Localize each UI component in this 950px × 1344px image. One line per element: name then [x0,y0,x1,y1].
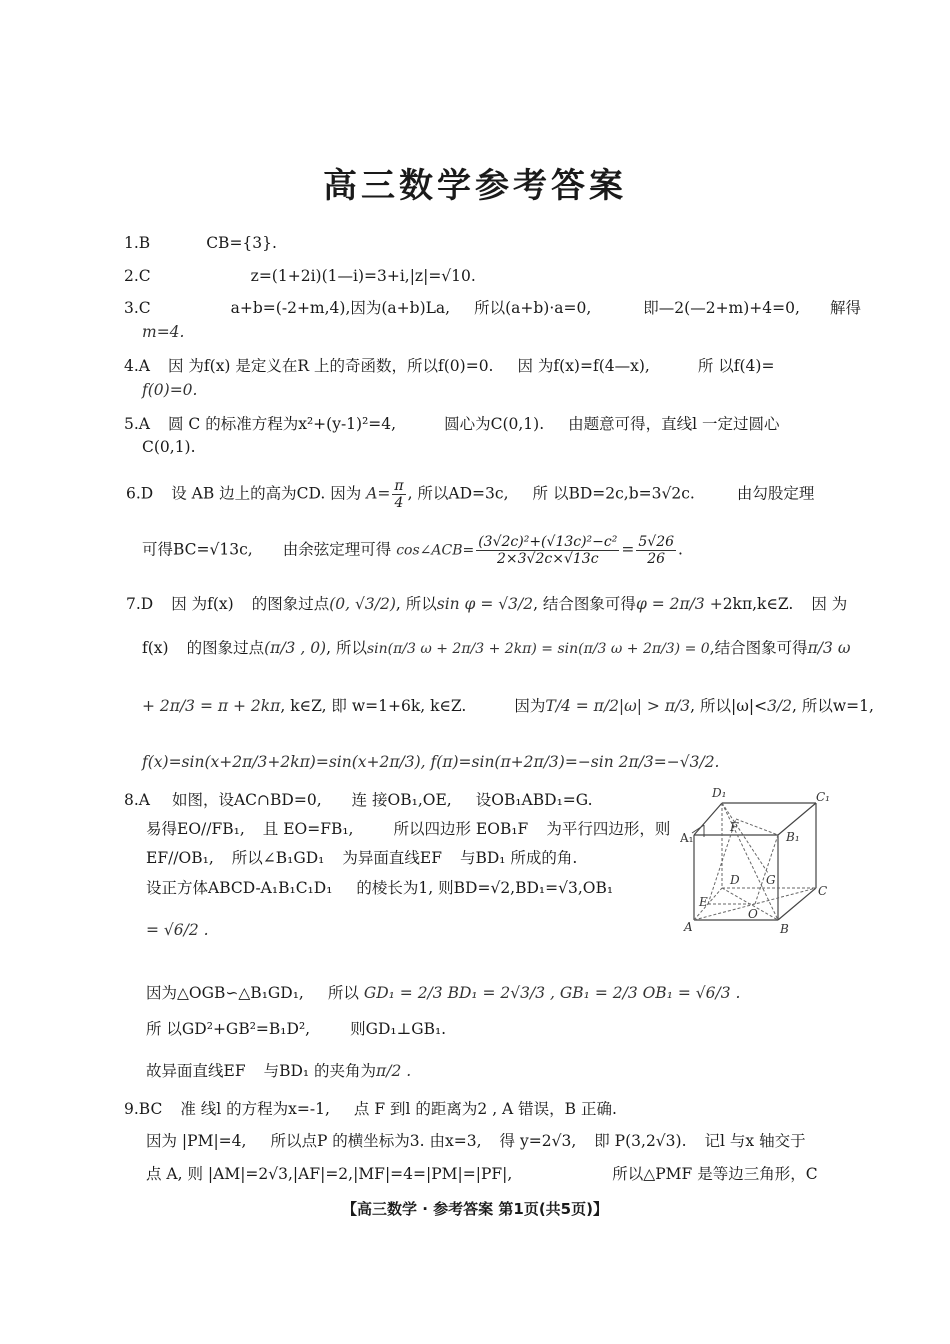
answer-9-part-h: 点 A, 则 |AM|=2√3,|AF|=2,|MF|=4=|PM|=|PF|, [146,1165,513,1183]
answer-9-num: 9.BC [124,1100,163,1118]
answer-7-math-d: φ = 2π/3 + [635,595,723,613]
answer-7 [126,594,847,614]
page-title: 高三数学参考答案 [323,166,627,206]
answer-2-num: 2.C [124,267,151,285]
answer-3 [124,298,861,318]
cube-figure [680,785,830,935]
answer-8-part-h: EF//OB₁, [146,849,214,867]
answer-7-part-l: 因为 [514,697,546,715]
answer-9-line2 [146,1131,806,1151]
answer-6-num: 6.D [126,484,154,503]
answer-7-math-h: (π/3 , 0) [264,639,327,657]
answer-4-part-b: 因 为f(x)=f(4—x), [517,357,650,375]
answer-7-math-k: + 2π/3 = π + 2kπ [142,697,281,715]
label-d: D [730,873,740,887]
label-c: C [818,884,828,898]
answer-8-part-d: 易得EO//FB₁, [146,820,245,838]
answer-5-cont [142,437,196,457]
answer-8-part-e: 且 EO=FB₁, [262,820,354,838]
answer-8-num: 8.A [124,791,150,809]
answer-7-math-b: (0, √3/2) [329,595,396,613]
answer-7-part-j: ,结合图象可得 [709,639,808,657]
answer-1-text: CB={3}. [206,234,277,252]
answer-7-line2 [142,638,850,659]
label-b: B [780,922,789,935]
answer-8-math-p: GD₁ = 2/3 BD₁ = 2√3/3 , GB₁ = 2/3 OB₁ = √6/3 . [363,984,741,1002]
answer-9-part-g: 记l 与x 轴交于 [704,1132,806,1150]
answer-9-part-a: 准 线l 的方程为x=-1, [180,1100,330,1118]
answer-3-part-b: 所以(a+b)·a=0, [474,299,592,317]
answer-3-part-d: 解得 [829,299,861,317]
answer-8-part-p: 所以 [327,984,359,1002]
answer-7-part-f: 因 为 [811,595,848,613]
answer-7-line4 [142,752,719,772]
answer-8-part-f: 所以四边形 EOB₁F [393,820,529,838]
answer-9-line3 [146,1164,818,1184]
answer-7-line3 [142,696,874,716]
answer-7-part-k: , k∈Z, 即 w=1+6k, k∈Z. [280,697,467,715]
answer-6-frac-a [392,478,405,511]
frac-denominator: 26 [647,551,666,567]
answer-6-math-a: A= [366,484,391,503]
answer-9-part-i: 所以△PMF 是等边三角形，C [612,1165,818,1183]
answer-4-cont [142,380,197,400]
answer-7-math-l: T/4 = π/2|ω| > π/3 [545,697,691,715]
answer-8-part-i: 所以∠B₁GD₁ [231,849,325,867]
answer-7-part-d: , 结合图象可得 [533,595,636,613]
answer-7-part-e: 2kπ,k∈Z. [722,595,794,613]
label-a1: A₁ [680,831,694,845]
answer-6-part-e: 可得BC=√13c, [142,540,253,559]
answer-8-part-l: 设正方体ABCD-A₁B₁C₁D₁ [146,879,333,897]
answer-8-part-t: 与BD₁ 的夹角为 [263,1062,377,1080]
answer-8-part-m: 的棱长为1, 则BD=√2,BD₁=√3,OB₁ [356,879,614,897]
answer-5-part-b: 圆心为C(0,1). [444,415,545,433]
label-d1: D₁ [712,786,727,800]
answer-8-math-n: = √6/2 . [146,921,209,939]
answer-8-line7 [146,1019,446,1039]
answer-8-part-a: 如图，设AC∩BD=0, [171,791,322,809]
answer-9 [124,1099,617,1119]
label-b1: B₁ [786,830,800,844]
frac-denominator: 4 [394,495,404,511]
answer-2 [124,266,476,286]
answer-9-part-d: 所以点P 的横坐标为3. 由x=3, [270,1132,482,1150]
answer-5-num: 5.A [124,415,150,433]
answer-1 [124,233,277,253]
answer-6-frac-g [476,534,619,567]
answer-1-num: 1.B [124,234,151,252]
label-a: A [684,920,693,934]
answer-8 [124,790,593,810]
answer-5-part-a: 圆 C 的标准方程为x²+(y-1)²=4, [167,415,397,433]
page-footer: 【高三数学 · 参考答案 第1页(共5页)】 [342,1200,608,1218]
label-g: G [766,873,776,887]
frac-denominator: 2×3√2c×√13c [497,551,599,567]
answer-6 [126,478,814,511]
answer-8-line3 [146,848,577,868]
answer-5-part-d: C(0,1). [142,438,196,456]
answer-7-num: 7.D [126,595,154,613]
frac-numerator: π [394,478,404,494]
answer-6-part-a: 设 AB 边上的高为CD. 因为 [171,484,362,503]
answer-7-part-h: 的图象过点 [186,639,265,657]
answer-7-math-i: sin(π/3 ω + 2π/3 + 2kπ) = sin(π/3 ω + 2π/3) = 0 [366,641,710,657]
frac-numerator: (3√2c)²+(√13c)²−c² [478,534,618,550]
answer-3-result: m=4. [142,323,185,341]
answer-9-part-b: 点 F 到l 的距离为2 , A 错误，B 正确. [353,1100,617,1118]
answer-2-text: z=(1+2i)(1—i)=3+i,|z|=√10. [250,267,476,285]
answer-8-part-k: 与BD₁ 所成的角. [459,849,578,867]
answer-8-part-s: 故异面直线EF [146,1062,246,1080]
answer-4-num: 4.A [124,357,150,375]
answer-8-line4 [146,878,613,898]
answer-6-part-d: 由勾股定理 [736,484,815,503]
answer-8-part-r: 则GD₁⊥GB₁. [350,1020,447,1038]
frac-numerator: 5√26 [638,534,675,550]
answer-8-part-c: 设OB₁ABD₁=G. [475,791,593,809]
answer-3-num: 3.C [124,299,151,317]
answer-7-part-n: , 所以w=1, [792,697,874,715]
answer-7-math-c: sin φ = √3/2 [436,595,534,613]
answer-7-part-c: , 所以 [395,595,437,613]
answer-7-math-j: π/3 ω [807,639,851,657]
answer-8-part-g: 为平行四边形，则 [546,820,671,838]
label-e: E [699,895,708,909]
answer-4 [124,356,774,376]
answer-9-part-c: 因为 |PM|=4, [146,1132,247,1150]
answer-8-part-j: 为异面直线EF [342,849,442,867]
answer-5-part-c: 由题意可得，直线l 一定过圆心 [568,415,780,433]
answer-4-part-a: 因 为f(x) 是定义在R 上的奇函数，所以f(0)=0. [167,357,494,375]
answer-8-line6 [146,983,740,1003]
answer-7-part-a: 因 为f(x) [171,595,234,613]
answer-9-part-e: 得 y=2√3, [499,1132,577,1150]
answer-8-part-b: 连 接OB₁,OE, [351,791,452,809]
answer-9-part-f: 即 P(3,2√3). [594,1132,687,1150]
answer-3-part-c: 即—2(—2+m)+4=0, [643,299,800,317]
answer-7-math-o: f(x)=sin(x+2π/3+2kπ)=sin(x+2π/3), f(π)=sin(π+2π/3)=−sin 2π/3=−√3/2. [142,753,720,771]
label-f: F [730,820,739,834]
label-c1: C₁ [816,790,830,804]
answer-7-math-m: 3/2 [767,697,793,715]
answer-8-part-q: 所 以GD²+GB²=B₁D², [146,1020,311,1038]
answer-6-frac-h [636,534,676,567]
answer-8-line2 [146,819,670,839]
answer-7-part-b: 的图象过点 [251,595,330,613]
answer-5 [124,414,780,434]
answer-3-cont [142,322,184,342]
answer-8-part-o: 因为△OGB∽△B₁GD₁, [146,984,304,1002]
answer-7-part-g: f(x) [142,639,169,657]
answer-6-part-f: 由余弦定理可得 [282,540,392,559]
answer-8-math-t: π/2 . [376,1062,412,1080]
answer-4-result: f(0)=0. [142,381,198,399]
answer-7-part-m: , 所以|ω|< [690,697,768,715]
answer-8-line5 [146,920,209,940]
answer-6-part-b: , 所以AD=3c, [407,484,509,503]
label-o: O [748,907,758,921]
answer-7-part-i: , 所以 [326,639,367,657]
answer-6-cont: 可得BC=√13c, 由余弦定理可得 cos∠ACB= $\frac{\text{(3√2c)²+(√13c)²−c²}}{2\times 3√2c\times√13c}$ = $\frac{5√26}{26}$ . [142,534,683,567]
answer-8-line8 [146,1061,411,1081]
answer-3-part-a: a+b=(-2+m,4),因为(a+b)La, [230,299,451,317]
answer-6-part-c: 所 以BD=2c,b=3√2c. [532,484,695,503]
answer-6-math-g: cos∠ACB= [396,542,475,559]
answer-4-part-c: 所 以f(4)= [697,357,775,375]
